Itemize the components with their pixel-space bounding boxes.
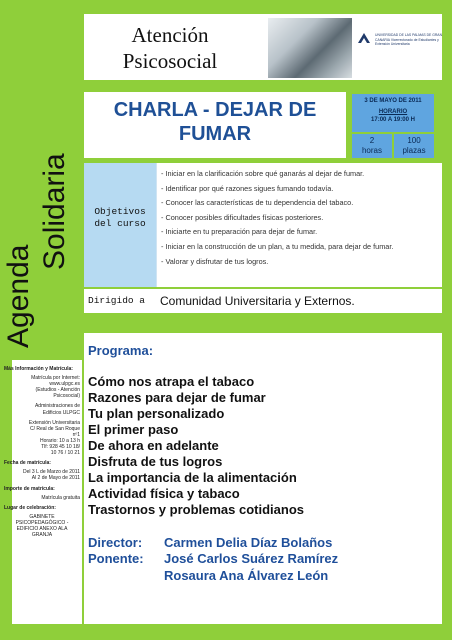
horario-label: HORARIO	[378, 109, 408, 115]
page-title-line2: Psicosocial	[122, 49, 218, 73]
hours-label: horas	[361, 146, 382, 155]
university-logo-icon	[356, 30, 372, 46]
green-band-sidebar-gap	[12, 350, 82, 360]
dirigido-label: Dirigido a	[88, 295, 146, 306]
internet-link[interactable]: www.ulpgc.es	[49, 381, 80, 388]
fecha-title: Fecha de matrícula:	[4, 460, 51, 467]
objetivo-item: - Conocer las características de tu dependencia del tabaco.	[161, 198, 354, 208]
objetivos-label-line2: del curso	[94, 218, 146, 229]
book-photo	[268, 18, 352, 78]
ponente-name-2: Rosaura Ana Álvarez León	[164, 568, 329, 583]
date-box	[352, 94, 434, 132]
places-value: 100	[407, 136, 421, 145]
lugar-line: EDIFICIO ANEXO ALA	[16, 525, 68, 532]
agenda-word: Agenda	[2, 244, 35, 348]
charla-title	[84, 98, 346, 146]
fecha-line: Del 3 L de Marzo de 2011	[23, 469, 80, 476]
objetivo-item: - Iniciar en la construcción de un plan, a tu medida, para dejar de fumar.	[161, 241, 394, 251]
fecha-line: Al 2 de Mayo de 2011	[31, 475, 80, 482]
objetivo-item: - Conocer posibles dificultades físicas posteriores.	[161, 212, 324, 222]
extension-line: nº1	[72, 431, 80, 438]
hours-value: 2	[369, 136, 375, 145]
ponente-name: José Carlos Suárez Ramírez	[164, 551, 339, 566]
objetivos-list	[156, 163, 438, 287]
extension-line: 10 76 / 10 21	[50, 450, 80, 457]
lugar-line: PSICOPEDAGÓGICO -	[15, 519, 69, 526]
charla-title-line2: FUMAR	[178, 123, 252, 145]
objetivos-label	[84, 163, 156, 287]
green-band-header-left	[12, 14, 84, 80]
extension-line: Horario: 10 a 13 h	[39, 437, 80, 444]
charla-title-line1: CHARLA - DEJAR DE	[113, 99, 317, 121]
programa-item: De ahora en adelante	[88, 438, 219, 453]
importe-title: Importe de matrícula:	[4, 485, 55, 492]
ponente-label: Ponente:	[88, 551, 144, 566]
lugar-line: GRANJA	[31, 532, 53, 539]
places-label: plazas	[402, 146, 426, 155]
university-logo-text: UNIVERSIDAD DE LAS PALMAS DE GRAN CANARIA Vicerrectorado de Estudiantes y Extensión Universitaria	[375, 33, 443, 47]
dirigido-value: Comunidad Universitaria y Externos.	[160, 294, 355, 308]
objetivo-item: - Iniciar en la clarificación sobre qué ganarás al dejar de fumar.	[161, 169, 365, 178]
objetivo-item: - Iniciarte en tu preparación para dejar de fumar.	[161, 227, 318, 237]
internet-line: (Estudios - Atención	[35, 387, 80, 394]
programa-item: Razones para dejar de fumar	[88, 390, 266, 405]
importe-value: Matrícula gratuita	[41, 494, 80, 501]
hours-box	[352, 134, 392, 158]
ponente-row	[88, 551, 338, 566]
programa-list	[88, 374, 428, 518]
info-title: Más Información y Matrícula:	[4, 366, 73, 372]
programa-item: Cómo nos atrapa el tabaco	[88, 374, 255, 389]
objetivo-item: - Identificar por qué razones sigues fumando todavía.	[161, 183, 334, 193]
admin-line: Edificios ULPGC	[42, 409, 80, 416]
extension-line: Extensión Universitaria	[28, 419, 80, 426]
extension-line: C/ Real de San Roque	[29, 425, 80, 432]
green-frame-right	[442, 0, 452, 640]
solidaria-word: Solidaria	[38, 153, 71, 270]
admin-line: Administraciones de	[34, 403, 80, 410]
extension-line: Tlf: 928 45 10 18/	[41, 444, 80, 451]
green-band-under-header	[84, 80, 442, 92]
green-frame-bottom	[0, 624, 452, 640]
internet-line: Psicosocial)	[53, 393, 80, 400]
director-row	[88, 535, 332, 550]
programa-item: Trastornos y problemas cotidianos	[88, 502, 304, 517]
director-label: Director:	[88, 535, 143, 550]
programa-item: Disfruta de tus logros	[88, 454, 223, 469]
date-text: 3 DE MAYO DE 2011	[364, 98, 422, 104]
programa-item: Tu plan personalizado	[88, 406, 225, 421]
green-band-sep-3	[84, 313, 442, 333]
internet-line: Matrícula por Internet:	[31, 375, 80, 382]
director-name: Carmen Delia Díaz Bolaños	[164, 535, 333, 550]
programa-label: Programa:	[88, 343, 154, 358]
objetivo-item: - Valorar y disfrutar de tus logros.	[161, 256, 269, 266]
page-title-line1: Atención	[131, 23, 209, 47]
page-title	[80, 22, 260, 74]
programa-item: Actividad física y tabaco	[88, 486, 240, 501]
info-panel	[4, 366, 80, 538]
horario-value: 17:00 A 19:00 H	[371, 117, 415, 123]
places-box	[394, 134, 434, 158]
green-frame-top	[0, 0, 452, 14]
programa-item: La importancia de la alimentación	[88, 470, 297, 485]
lugar-title: Lugar de celebración:	[4, 504, 56, 511]
objetivos-label-line1: Objetivos	[94, 206, 146, 217]
lugar-line: GABINETE	[29, 513, 55, 520]
programa-item: El primer paso	[88, 422, 179, 437]
